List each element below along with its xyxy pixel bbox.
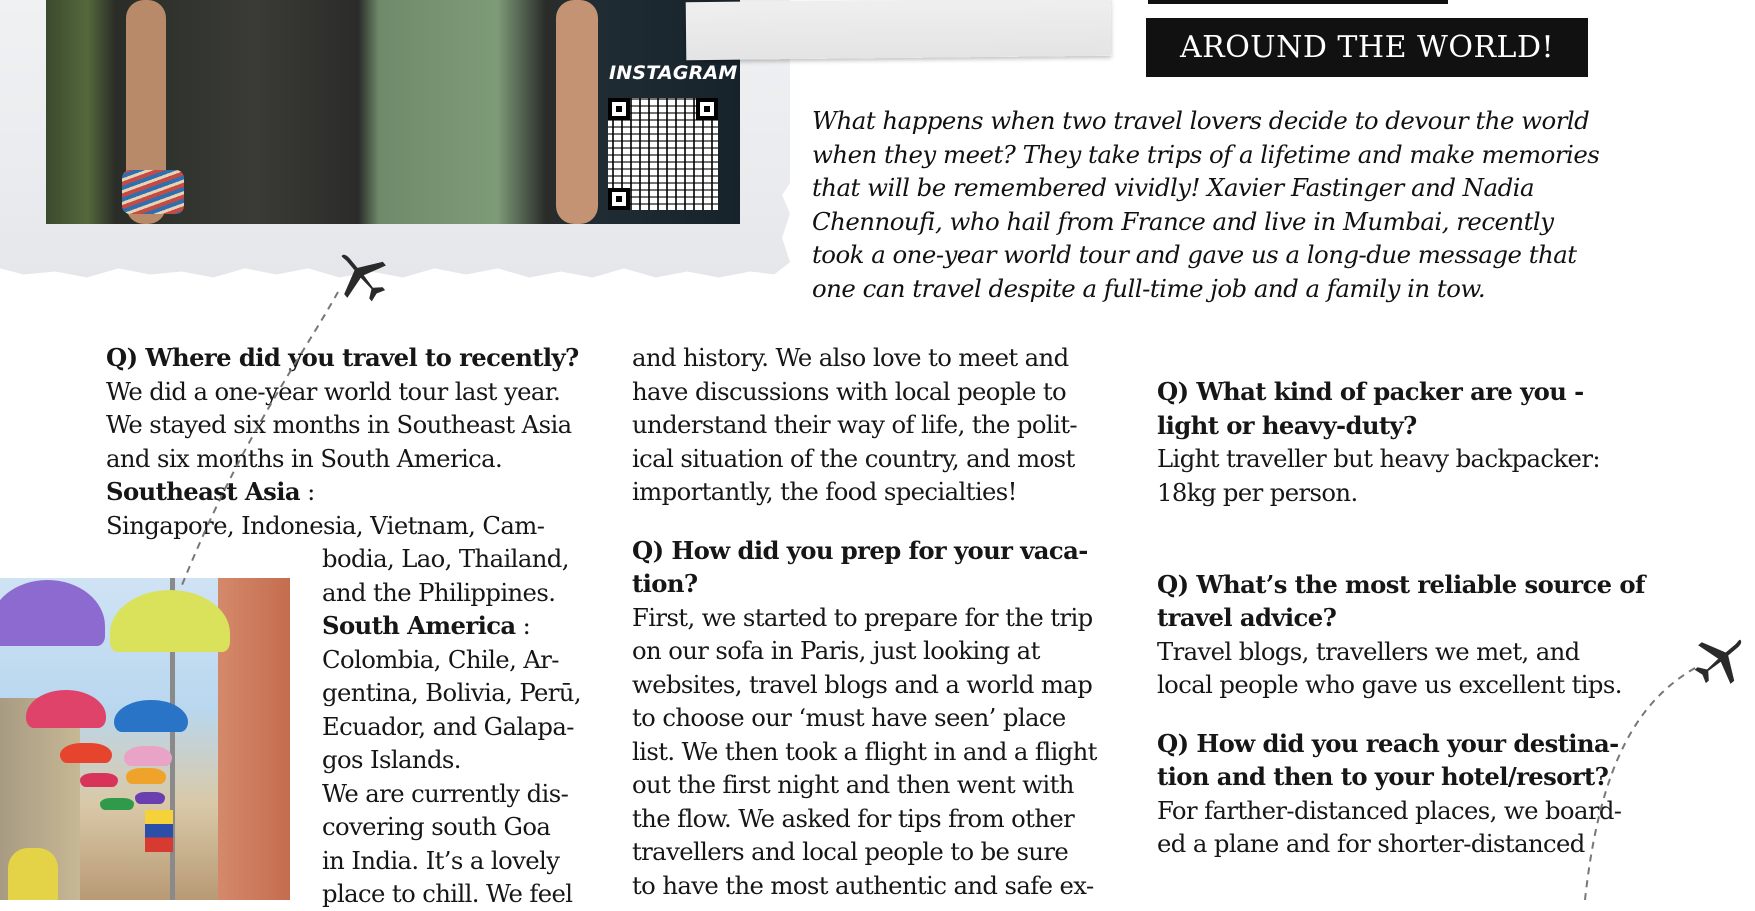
flight-path-left — [180, 292, 338, 590]
answer-line: We stayed six months in Southeast Asia — [106, 410, 572, 439]
answer-line: local people who gave us excellent tips. — [1157, 670, 1622, 699]
answer-line: Ecuador, and Galapa- — [322, 711, 574, 741]
question-travel-advice: Q) What’s the most reliable source of — [1157, 569, 1645, 599]
answer-line: ed a plane and for shorter-distanced — [1157, 829, 1585, 858]
answer-line: the flow. We asked for tips from other — [632, 803, 1075, 833]
answer-line: in India. It’s a lovely — [322, 845, 560, 875]
intro-line: that will be remembered vividly! Xavier Fastinger and Nadia — [812, 173, 1535, 203]
region-south-america: South America — [322, 611, 516, 640]
airplane-icon — [330, 244, 392, 306]
answer-line: list. We then took a flight in and a flight — [632, 736, 1097, 766]
intro-line: Chennoufi, who hail from France and live in Mumbai, recently — [812, 206, 1554, 236]
intro-line: when they meet? They take trips of a lifetime and make memories — [812, 139, 1600, 169]
intro-line: What happens when two travel lovers decide to devour the world — [812, 106, 1590, 135]
answer-line: We did a one-year world tour last year. — [106, 376, 561, 406]
answer-line: gos Islands. — [322, 745, 461, 774]
question-reach-destination: Q) How did you reach your destina- — [1157, 728, 1619, 758]
region-separator: : — [515, 611, 531, 640]
answer-line: bodia, Lao, Thailand, — [322, 544, 569, 573]
article-title: AROUND THE WORLD! — [1146, 18, 1588, 77]
question-prep-vacation-cont: tion? — [632, 569, 698, 598]
airplane-icon — [1690, 628, 1752, 690]
answer-line: on our sofa in Paris, just looking at — [632, 636, 1040, 665]
answer-line: Light traveller but heavy backpacker: — [1157, 444, 1600, 473]
answer-line: importantly, the food specialties! — [632, 477, 1017, 506]
answer-line: Colombia, Chile, Ar- — [322, 644, 559, 674]
flight-path-right — [1585, 668, 1695, 900]
question-reach-destination-cont: tion and then to your hotel/resort? — [1157, 762, 1609, 791]
answer-line: have discussions with local people to — [632, 376, 1067, 406]
question-travel-recently: Q) Where did you travel to recently? — [106, 343, 579, 372]
intro-line: took a one-year world tour and gave us a long-due message that — [812, 240, 1577, 270]
answer-line: covering south Goa — [322, 812, 551, 841]
region-separator: : — [299, 477, 315, 506]
answer-line: For farther-distanced places, we board- — [1157, 795, 1622, 825]
answer-line: First, we started to prepare for the trip — [632, 602, 1093, 632]
intro-line: one can travel despite a full-time job and a family in tow. — [812, 273, 1486, 303]
instagram-label: INSTAGRAM — [609, 62, 738, 84]
question-prep-vacation: Q) How did you prep for your vaca- — [632, 535, 1088, 565]
answer-line: Singapore, Indonesia, Vietnam, Cam- — [106, 510, 545, 540]
answer-line: understand their way of life, the polit- — [632, 410, 1078, 439]
answer-line: travellers and local people to be sure — [632, 837, 1069, 866]
answer-line: place to chill. We feel — [322, 879, 573, 908]
answer-line: out the first night and then went with — [632, 770, 1074, 799]
question-travel-advice-cont: travel advice? — [1157, 603, 1337, 632]
answer-line: websites, travel blogs and a world map — [632, 669, 1093, 699]
answer-line: to choose our ‘must have seen’ place — [632, 703, 1066, 732]
answer-line: and history. We also love to meet and — [632, 343, 1069, 372]
question-packer-cont: light or heavy-duty? — [1157, 410, 1417, 440]
answer-line: Travel blogs, travellers we met, and — [1157, 636, 1580, 666]
answer-line: 18kg per person. — [1157, 477, 1358, 507]
region-southeast-asia: Southeast Asia — [106, 477, 300, 506]
answer-line: to have the most authentic and safe ex- — [632, 870, 1094, 900]
answer-line: and the Philippines. — [322, 577, 556, 607]
answer-line: We are currently dis- — [322, 778, 569, 808]
answer-line: ical situation of the country, and most — [632, 443, 1075, 473]
answer-line: and six months in South America. — [106, 443, 503, 473]
question-packer: Q) What kind of packer are you - — [1157, 377, 1584, 406]
answer-line: gentina, Bolivia, Perū, — [322, 678, 581, 707]
